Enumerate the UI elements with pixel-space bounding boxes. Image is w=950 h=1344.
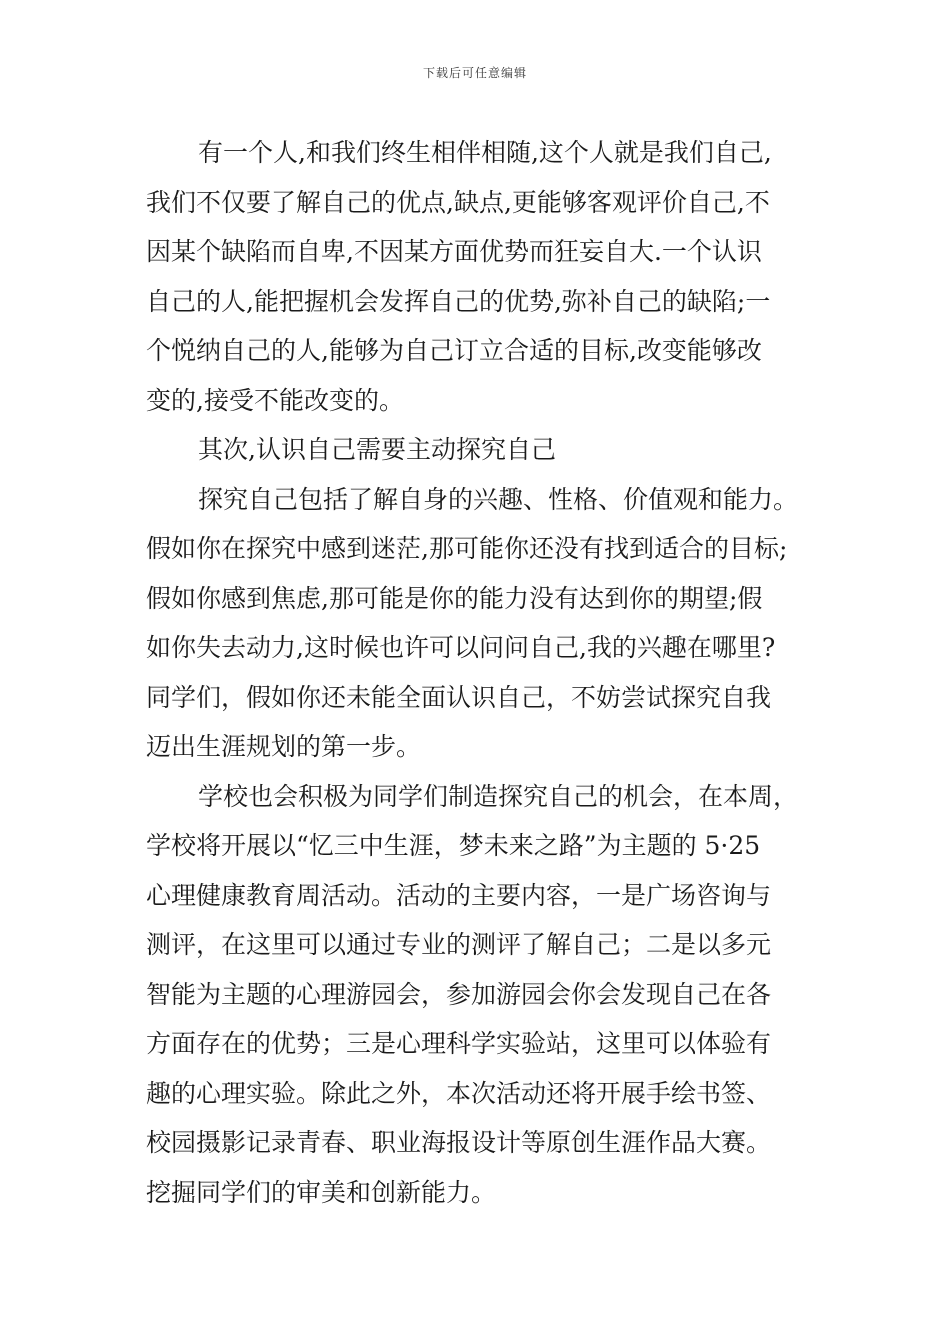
text-line: 趣的心理实验。除此之外，本次活动还将开展手绘书签、 xyxy=(146,1078,772,1108)
text-line: 有一个人,和我们终生相伴相随,这个人就是我们自己, xyxy=(198,138,772,167)
paragraph-self-knowledge xyxy=(146,128,816,425)
header-note: 下载后可任意编辑 xyxy=(422,66,527,80)
text-line: 测评，在这里可以通过专业的测评了解自己；二是以多元 xyxy=(146,930,772,959)
text-line: 智能为主题的心理游园会，参加游园会你会发现自己在各 xyxy=(146,979,772,1009)
paragraph-explore-self xyxy=(146,475,816,772)
text-line: 学校也会积极为同学们制造探究自己的机会，在本周， xyxy=(198,781,799,811)
text-line: 挖掘同学们的审美和创新能力。 xyxy=(146,1177,497,1207)
paragraph-school-activities xyxy=(146,772,816,1218)
paragraph-heading-explore xyxy=(146,425,816,475)
text-line: 同学们，假如你还未能全面认识自己，不妨尝试探究自我 xyxy=(146,682,772,712)
text-line: 迈出生涯规划的第一步。 xyxy=(146,732,422,761)
text-line: 我们不仅要了解自己的优点,缺点,更能够客观评价自己,不 xyxy=(146,187,770,217)
text-line: 方面存在的优势；三是心理科学实验站，这里可以体验有 xyxy=(146,1029,772,1058)
text-line: 变的,接受不能改变的。 xyxy=(146,385,404,415)
document-body xyxy=(146,128,816,1217)
text-line: 如你失去动力,这时候也许可以问问自己,我的兴趣在哪里? xyxy=(146,633,776,662)
text-line: 学校将开展以“忆三中生涯，梦未来之路”为主题的 5·25 xyxy=(146,831,761,860)
text-line: 心理健康教育周活动。活动的主要内容，一是广场咨询与 xyxy=(146,880,772,910)
text-line: 校园摄影记录青春、职业海报设计等原创生涯作品大赛。 xyxy=(146,1128,772,1157)
text-line: 自己的人,能把握机会发挥自己的优势,弥补自己的缺陷;一 xyxy=(146,286,771,316)
text-line: 因某个缺陷而自卑,不因某方面优势而狂妄自大.一个认识 xyxy=(146,237,762,266)
text-line: 假如你在探究中感到迷茫,那可能你还没有找到适合的目标; xyxy=(146,534,788,563)
text-line: 其次,认识自己需要主动探究自己 xyxy=(198,435,556,464)
text-line: 探究自己包括了解自身的兴趣、性格、价值观和能力。 xyxy=(198,484,799,514)
text-line: 个悦纳自己的人,能够为自己订立合适的目标,改变能够改 xyxy=(146,336,762,365)
text-line: 假如你感到焦虑,那可能是你的能力没有达到你的期望;假 xyxy=(146,583,763,613)
